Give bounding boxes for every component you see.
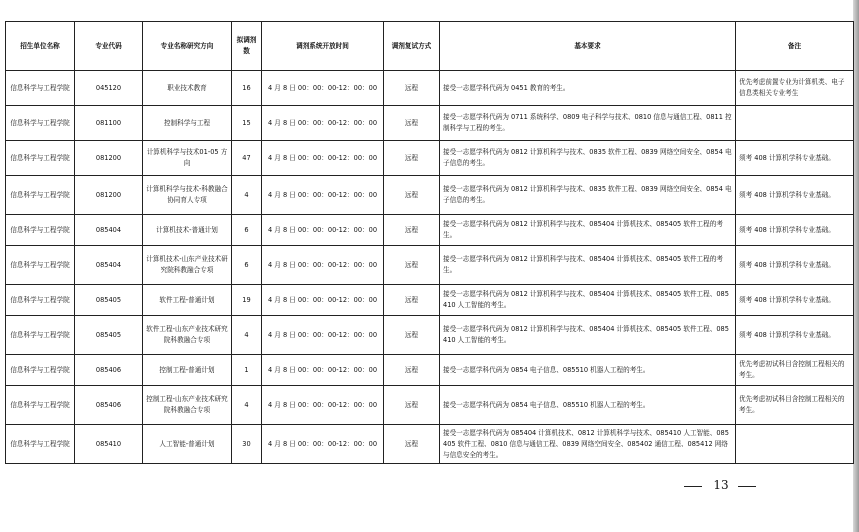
col-header-major: 专业名称研究方向 [143, 22, 232, 71]
cell-major: 软件工程-普通计划 [143, 285, 232, 316]
table-row [6, 215, 854, 246]
cell-code: 085410 [75, 425, 143, 464]
cell-time: 4 月 8 日 00：00：00-12：00：00 [262, 386, 384, 425]
cell-major: 计算机科学与技术01-05 方向 [143, 141, 232, 176]
adjustment-table [5, 21, 854, 464]
cell-code: 045120 [75, 71, 143, 106]
col-header-time: 调剂系统开放时间 [262, 22, 384, 71]
cell-method: 远程 [384, 285, 440, 316]
cell-req: 接受一志愿学科代码为 0812 计算机科学与技术、0835 软件工程、0839 网络空间安全、0854 电子信息的考生。 [440, 176, 736, 215]
cell-code: 081200 [75, 141, 143, 176]
cell-num: 16 [232, 71, 262, 106]
cell-major: 控制工程-山东产业技术研究院科教融合专项 [143, 386, 232, 425]
cell-num: 1 [232, 355, 262, 386]
cell-unit: 信息科学与工程学院 [6, 246, 75, 285]
cell-unit: 信息科学与工程学院 [6, 316, 75, 355]
cell-unit: 信息科学与工程学院 [6, 425, 75, 464]
cell-major: 人工智能-普通计划 [143, 425, 232, 464]
table-row [6, 355, 854, 386]
cell-time: 4 月 8 日 00：00：00-12：00：00 [262, 71, 384, 106]
col-header-req: 基本要求 [440, 22, 736, 71]
cell-method: 远程 [384, 176, 440, 215]
col-header-num: 拟调剂数 [232, 22, 262, 71]
cell-code: 081100 [75, 106, 143, 141]
cell-method: 远程 [384, 425, 440, 464]
cell-code: 085406 [75, 386, 143, 425]
page-number-dash-right [738, 486, 756, 487]
cell-note: 优先考虑前置专业为计算机类、电子信息类相关专业考生 [736, 71, 854, 106]
cell-req: 接受一志愿学科代码为 0812 计算机科学与技术、085404 计算机技术、085405 软件工程的考生。 [440, 215, 736, 246]
cell-note: 优先考虑初试科目含控制工程相关的考生。 [736, 386, 854, 425]
cell-note: 须考 408 计算机学科专业基础。 [736, 141, 854, 176]
cell-num: 6 [232, 246, 262, 285]
cell-time: 4 月 8 日 00：00：00-12：00：00 [262, 316, 384, 355]
cell-code: 085404 [75, 246, 143, 285]
cell-note: 优先考虑初试科目含控制工程相关的考生。 [736, 355, 854, 386]
cell-method: 远程 [384, 215, 440, 246]
cell-code: 085404 [75, 215, 143, 246]
cell-time: 4 月 8 日 00：00：00-12：00：00 [262, 355, 384, 386]
cell-method: 远程 [384, 355, 440, 386]
table-row [6, 176, 854, 215]
cell-major: 计算机技术-山东产业技术研究院科教融合专项 [143, 246, 232, 285]
cell-note: 须考 408 计算机学科专业基础。 [736, 215, 854, 246]
cell-method: 远程 [384, 71, 440, 106]
cell-method: 远程 [384, 106, 440, 141]
cell-unit: 信息科学与工程学院 [6, 176, 75, 215]
cell-unit: 信息科学与工程学院 [6, 285, 75, 316]
cell-req: 接受一志愿学科代码为 0854 电子信息、085510 机器人工程的考生。 [440, 386, 736, 425]
table-row [6, 425, 854, 464]
cell-num: 4 [232, 386, 262, 425]
cell-major: 控制科学与工程 [143, 106, 232, 141]
cell-code: 085406 [75, 355, 143, 386]
table-row [6, 246, 854, 285]
cell-time: 4 月 8 日 00：00：00-12：00：00 [262, 425, 384, 464]
cell-time: 4 月 8 日 00：00：00-12：00：00 [262, 246, 384, 285]
cell-code: 081200 [75, 176, 143, 215]
cell-req: 接受一志愿学科代码为 0812 计算机科学与技术、0835 软件工程、0839 网络空间安全、0854 电子信息的考生。 [440, 141, 736, 176]
cell-time: 4 月 8 日 00：00：00-12：00：00 [262, 141, 384, 176]
cell-major: 计算机技术-普通计划 [143, 215, 232, 246]
cell-major: 职业技术教育 [143, 71, 232, 106]
cell-unit: 信息科学与工程学院 [6, 215, 75, 246]
col-header-unit: 招生单位名称 [6, 22, 75, 71]
cell-method: 远程 [384, 141, 440, 176]
cell-req: 接受一志愿学科代码为 0812 计算机科学与技术、085404 计算机技术、085405 软件工程、085410 人工智能的考生。 [440, 285, 736, 316]
cell-major: 控制工程-普通计划 [143, 355, 232, 386]
cell-method: 远程 [384, 316, 440, 355]
cell-major: 计算机科学与技术-科教融合协同育人专项 [143, 176, 232, 215]
cell-method: 远程 [384, 386, 440, 425]
table-row [6, 285, 854, 316]
cell-method: 远程 [384, 246, 440, 285]
cell-major: 软件工程-山东产业技术研究院科教融合专项 [143, 316, 232, 355]
col-header-method: 调剂复试方式 [384, 22, 440, 71]
page-number-dash-left [684, 486, 702, 487]
cell-unit: 信息科学与工程学院 [6, 106, 75, 141]
cell-code: 085405 [75, 316, 143, 355]
table-row [6, 71, 854, 106]
cell-note [736, 425, 854, 464]
cell-req: 接受一志愿学科代码为 0711 系统科学、0809 电子科学与技术、0810 信息与通信工程、0811 控制科学与工程的考生。 [440, 106, 736, 141]
header-row [6, 22, 854, 71]
cell-num: 47 [232, 141, 262, 176]
cell-code: 085405 [75, 285, 143, 316]
cell-num: 4 [232, 176, 262, 215]
col-header-code: 专业代码 [75, 22, 143, 71]
cell-note: 须考 408 计算机学科专业基础。 [736, 246, 854, 285]
cell-num: 19 [232, 285, 262, 316]
cell-req: 接受一志愿学科代码为 0854 电子信息、085510 机器人工程的考生。 [440, 355, 736, 386]
table-row [6, 141, 854, 176]
cell-req: 接受一志愿学科代码为 085404 计算机技术、0812 计算机科学与技术、085410 人工智能、085405 软件工程、0810 信息与通信工程、0839 网络空间安全、085402 通信工程、085412 网络与信息安全的考生。 [440, 425, 736, 464]
cell-req: 接受一志愿学科代码为 0812 计算机科学与技术、085404 计算机技术、085405 软件工程的考生。 [440, 246, 736, 285]
cell-note: 须考 408 计算机学科专业基础。 [736, 316, 854, 355]
cell-req: 接受一志愿学科代码为 0812 计算机科学与技术、085404 计算机技术、085405 软件工程、085410 人工智能的考生。 [440, 316, 736, 355]
cell-unit: 信息科学与工程学院 [6, 386, 75, 425]
cell-time: 4 月 8 日 00：00：00-12：00：00 [262, 215, 384, 246]
cell-num: 15 [232, 106, 262, 141]
cell-unit: 信息科学与工程学院 [6, 141, 75, 176]
cell-unit: 信息科学与工程学院 [6, 71, 75, 106]
cell-num: 4 [232, 316, 262, 355]
cell-num: 6 [232, 215, 262, 246]
table-row [6, 386, 854, 425]
cell-note: 须考 408 计算机学科专业基础。 [736, 176, 854, 215]
table-row [6, 316, 854, 355]
cell-unit: 信息科学与工程学院 [6, 355, 75, 386]
cell-time: 4 月 8 日 00：00：00-12：00：00 [262, 176, 384, 215]
col-header-note: 备注 [736, 22, 854, 71]
cell-req: 接受一志愿学科代码为 0451 教育的考生。 [440, 71, 736, 106]
cell-time: 4 月 8 日 00：00：00-12：00：00 [262, 285, 384, 316]
page-number: 13 [713, 478, 729, 492]
cell-note [736, 106, 854, 141]
cell-num: 30 [232, 425, 262, 464]
cell-time: 4 月 8 日 00：00：00-12：00：00 [262, 106, 384, 141]
cell-note: 须考 408 计算机学科专业基础。 [736, 285, 854, 316]
table-row [6, 106, 854, 141]
